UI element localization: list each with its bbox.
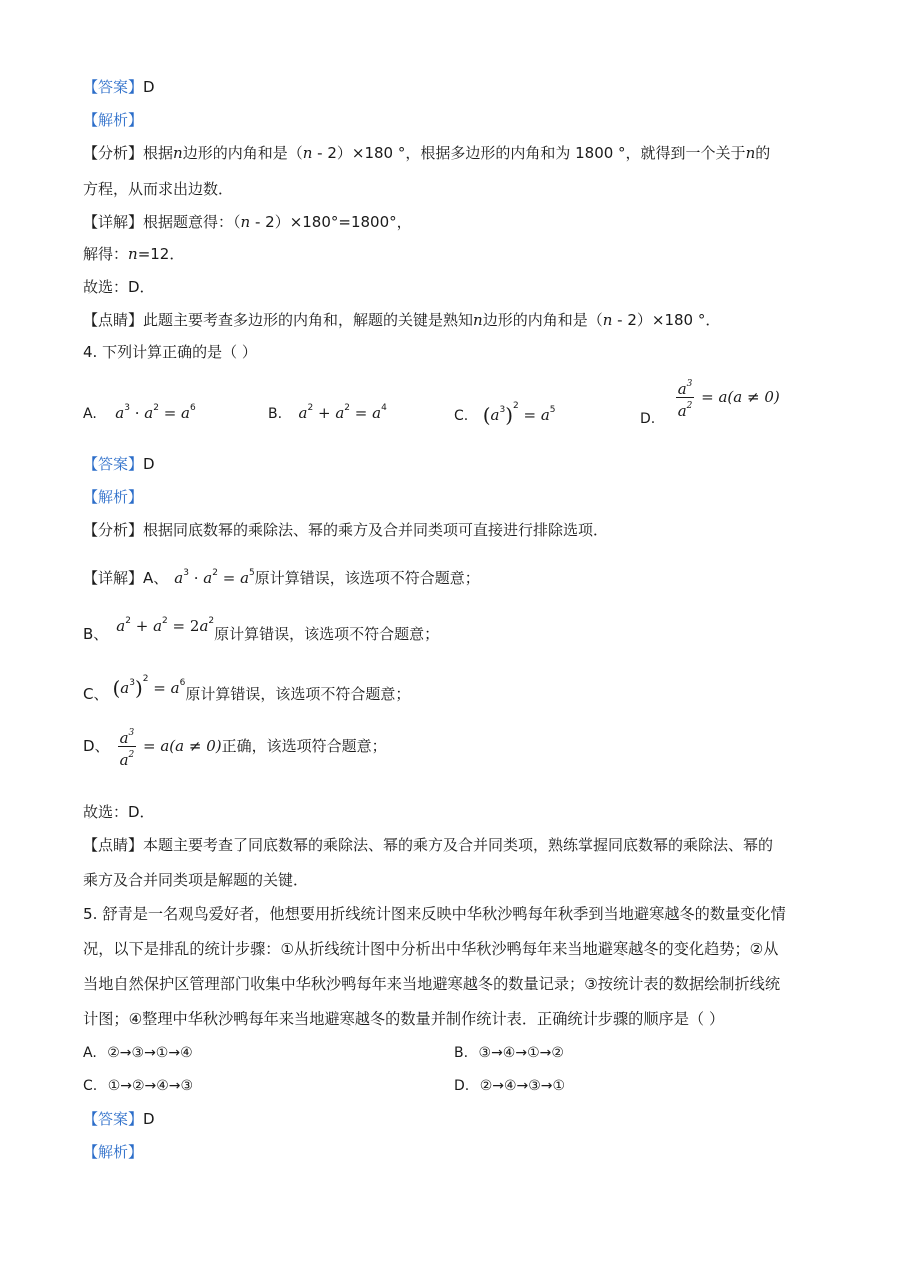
coefficient: 2 bbox=[189, 617, 200, 635]
option-text: ②→④→③→① bbox=[479, 1078, 566, 1094]
q4-analysis-line bbox=[83, 486, 143, 508]
guxuan-text: 故选：D． bbox=[83, 278, 155, 296]
option-letter: A. bbox=[83, 406, 97, 422]
operator: · bbox=[129, 404, 145, 422]
option-letter: D. bbox=[640, 410, 656, 427]
answer-value: D bbox=[143, 455, 155, 473]
q4-option-d bbox=[640, 376, 780, 427]
detail-prefix: D、 bbox=[83, 737, 110, 755]
denominator bbox=[118, 747, 137, 768]
option-letter: B. bbox=[268, 406, 283, 422]
rhs: = a(a ≠ 0) bbox=[696, 387, 780, 406]
operator: = bbox=[217, 569, 241, 587]
numerator bbox=[118, 725, 137, 747]
q4-guxuan-line bbox=[83, 801, 155, 823]
paren-close: ) bbox=[134, 676, 143, 700]
option-letter: D. bbox=[454, 1078, 470, 1094]
var-a: a bbox=[335, 404, 345, 422]
jiede-text: =12． bbox=[137, 245, 185, 263]
exponent: 2 bbox=[208, 616, 215, 626]
q4-option-b bbox=[268, 397, 387, 425]
detail-text: 原计算错误，该选项不符合题意； bbox=[185, 685, 411, 703]
detail-formula bbox=[174, 569, 254, 587]
guxuan-text: 故选：D． bbox=[83, 803, 155, 821]
jiede-text: 解得： bbox=[83, 245, 129, 263]
exponent: 2 bbox=[142, 674, 149, 684]
q3-fenxi-line bbox=[83, 142, 770, 164]
fenxi-text: 边形的内角和是（ bbox=[182, 144, 303, 162]
operator: = bbox=[350, 404, 373, 422]
operator: + bbox=[130, 617, 154, 635]
rhs: = a(a ≠ 0) bbox=[138, 737, 222, 755]
var-n: n bbox=[602, 311, 613, 329]
var-a: a bbox=[120, 679, 130, 697]
detail-text: 正确，该选项符合题意； bbox=[221, 737, 387, 755]
fraction bbox=[118, 725, 137, 768]
dianjing-text: 此题主要考查多边形的内角和，解题的关键是熟知 bbox=[143, 311, 474, 329]
q5-analysis-line bbox=[83, 1141, 143, 1163]
exponent: 5 bbox=[549, 405, 556, 415]
fenxi-text: 根据同底数幂的乘除法、幂的乘方及合并同类项可直接进行排除选项． bbox=[143, 521, 609, 539]
q3-xiangjie-line bbox=[83, 211, 412, 233]
exponent: 2 bbox=[153, 403, 159, 413]
q5-option-d bbox=[454, 1075, 565, 1097]
q5-line-3 bbox=[83, 973, 780, 995]
dianjing-text: - 2）×180 °． bbox=[612, 311, 721, 329]
exponent: 2 bbox=[128, 750, 135, 760]
q4-detail-a bbox=[83, 562, 480, 589]
fenxi-text: 方程，从而求出边数． bbox=[83, 180, 234, 198]
operator: · bbox=[188, 569, 204, 587]
xiangjie-tag: 【详解】 bbox=[83, 569, 144, 587]
option-formula bbox=[298, 403, 387, 422]
q5-line-4 bbox=[83, 1008, 724, 1030]
exponent: 3 bbox=[499, 405, 506, 415]
var-n: n bbox=[745, 144, 756, 162]
fenxi-text: 的 bbox=[755, 144, 771, 162]
detail-prefix: A、 bbox=[143, 569, 169, 587]
paren-open: ( bbox=[112, 676, 121, 700]
operator: = bbox=[158, 404, 182, 422]
exponent: 2 bbox=[212, 568, 218, 578]
answer-tag: 【答案】 bbox=[83, 455, 144, 473]
var-a: a bbox=[240, 569, 250, 587]
option-text: ①→②→④→③ bbox=[107, 1078, 194, 1094]
answer-tag: 【答案】 bbox=[83, 1110, 144, 1128]
fenxi-tag: 【分析】 bbox=[83, 521, 144, 539]
detail-prefix: B、 bbox=[83, 625, 109, 643]
exponent: 2 bbox=[686, 401, 693, 411]
rhs: = a bbox=[148, 679, 180, 697]
q3-jiede-line bbox=[83, 243, 184, 265]
var-a: a bbox=[199, 617, 209, 635]
exponent: 2 bbox=[513, 401, 519, 411]
var-n: n bbox=[302, 144, 313, 162]
detail-formula bbox=[112, 674, 186, 700]
var-a: a bbox=[181, 404, 190, 422]
question-text: 况，以下是排乱的统计步骤：①从折线统计图中分析出中华秋沙鸭每年来当地避寒越冬的变化趋势；②从 bbox=[83, 940, 779, 958]
var-a: a bbox=[144, 404, 154, 422]
q5-option-c bbox=[83, 1075, 193, 1097]
analysis-tag: 【解析】 bbox=[83, 488, 144, 506]
option-text: ②→③→①→④ bbox=[107, 1045, 193, 1061]
answer-tag: 【答案】 bbox=[83, 78, 144, 96]
exponent: 6 bbox=[179, 678, 186, 688]
rhs: = a bbox=[518, 406, 550, 424]
dianjing-text: 边形的内角和是（ bbox=[482, 311, 603, 329]
var-a: a bbox=[153, 617, 163, 635]
q5-line-2 bbox=[83, 938, 778, 960]
q3-answer-line bbox=[83, 76, 155, 98]
answer-value: D bbox=[143, 1110, 155, 1128]
option-letter: C. bbox=[83, 1078, 98, 1094]
detail-formula bbox=[116, 728, 222, 769]
var-a: a bbox=[174, 569, 184, 587]
var-n: n bbox=[173, 144, 183, 162]
option-formula bbox=[674, 379, 780, 420]
var-a: a bbox=[119, 751, 129, 769]
var-a: a bbox=[115, 404, 125, 422]
option-formula bbox=[482, 401, 556, 427]
q4-option-c bbox=[454, 395, 556, 427]
q4-answer-line bbox=[83, 453, 155, 475]
option-formula bbox=[115, 403, 196, 422]
fenxi-text: - 2）×180 °，根据多边形的内角和为 1800 °，就得到一个关于 bbox=[312, 144, 746, 162]
var-a: a bbox=[116, 617, 126, 635]
exponent: 2 bbox=[344, 403, 350, 413]
exponent: 3 bbox=[128, 728, 135, 738]
xiangjie-text: - 2）×180°=1800°， bbox=[250, 213, 412, 231]
q5-line-1 bbox=[83, 903, 786, 925]
q4-fenxi-line bbox=[83, 519, 608, 541]
q5-option-b bbox=[454, 1042, 564, 1064]
detail-formula bbox=[116, 617, 214, 635]
dianjing-text: 本题主要考查了同底数幂的乘除法、幂的乘方及合并同类项，熟练掌握同底数幂的乘除法、幂的 bbox=[143, 836, 774, 854]
q3-guxuan-line bbox=[83, 276, 155, 298]
numerator bbox=[676, 376, 695, 398]
var-a: a bbox=[677, 380, 687, 398]
exponent: 5 bbox=[249, 568, 255, 578]
q4-detail-c bbox=[83, 674, 410, 705]
detail-text: 原计算错误，该选项不符合题意； bbox=[214, 625, 440, 643]
question-text: 计图；④整理中华秋沙鸭每年来当地避寒越冬的数量并制作统计表．正确统计步骤的顺序是（ ） bbox=[83, 1010, 725, 1028]
question-text: 当地自然保护区管理部门收集中华秋沙鸭每年来当地避寒越冬的数量记录；③按统计表的数据绘制折线统 bbox=[83, 975, 781, 993]
q4-option-a bbox=[83, 397, 196, 425]
option-letter: C. bbox=[454, 408, 469, 424]
q4-dianjing-line-2 bbox=[83, 869, 308, 891]
var-n: n bbox=[240, 213, 251, 231]
exponent: 3 bbox=[129, 678, 135, 688]
q3-dianjing-line bbox=[83, 309, 720, 331]
var-n: n bbox=[473, 311, 483, 329]
operator: = bbox=[167, 617, 190, 635]
exponent: 6 bbox=[189, 403, 196, 413]
xiangjie-text: 根据题意得：（ bbox=[143, 213, 241, 231]
xiangjie-tag: 【详解】 bbox=[83, 213, 144, 231]
question-text: 5. 舒青是一名观鸟爱好者，他想要用折线统计图来反映中华秋沙鸭每年秋季到当地避寒越冬的数量变化情 bbox=[83, 905, 786, 923]
q4-detail-b bbox=[83, 618, 439, 645]
denominator bbox=[676, 398, 695, 419]
option-letter: A. bbox=[83, 1045, 97, 1061]
exponent: 3 bbox=[686, 379, 693, 389]
var-a: a bbox=[490, 406, 500, 424]
dianjing-tag: 【点睛】 bbox=[83, 836, 144, 854]
dianjing-tag: 【点睛】 bbox=[83, 311, 144, 329]
q3-fenxi-line-2 bbox=[83, 178, 233, 200]
q5-option-a bbox=[83, 1042, 193, 1064]
analysis-tag: 【解析】 bbox=[83, 111, 144, 129]
q4-question bbox=[83, 341, 257, 363]
q5-answer-line bbox=[83, 1108, 155, 1130]
var-a: a bbox=[298, 404, 308, 422]
fenxi-tag: 【分析】 bbox=[83, 144, 144, 162]
analysis-tag: 【解析】 bbox=[83, 1143, 144, 1161]
exponent: 3 bbox=[124, 403, 130, 413]
exponent: 4 bbox=[381, 403, 387, 413]
answer-value: D bbox=[143, 78, 155, 96]
option-text: ③→④→①→② bbox=[478, 1045, 564, 1061]
exponent: 2 bbox=[307, 403, 314, 413]
fraction bbox=[676, 376, 695, 419]
dianjing-text: 乘方及合并同类项是解题的关键． bbox=[83, 871, 309, 889]
paren-open: ( bbox=[482, 403, 491, 427]
var-a: a bbox=[119, 729, 129, 747]
option-letter: B. bbox=[454, 1045, 469, 1061]
q4-detail-d bbox=[83, 724, 387, 768]
operator: + bbox=[313, 404, 336, 422]
exponent: 2 bbox=[125, 616, 131, 626]
question-text: 4. 下列计算正确的是（ ） bbox=[83, 343, 257, 361]
fenxi-text: 根据 bbox=[143, 144, 174, 162]
var-a: a bbox=[372, 404, 382, 422]
var-a: a bbox=[677, 402, 687, 420]
q3-analysis-line bbox=[83, 109, 143, 131]
paren-close: ) bbox=[505, 403, 513, 427]
q4-dianjing-line bbox=[83, 834, 773, 856]
exponent: 2 bbox=[162, 616, 168, 626]
var-a: a bbox=[203, 569, 213, 587]
detail-text: 原计算错误，该选项不符合题意； bbox=[254, 569, 480, 587]
detail-prefix: C、 bbox=[83, 685, 109, 703]
exponent: 3 bbox=[183, 568, 189, 578]
var-n: n bbox=[128, 245, 138, 263]
